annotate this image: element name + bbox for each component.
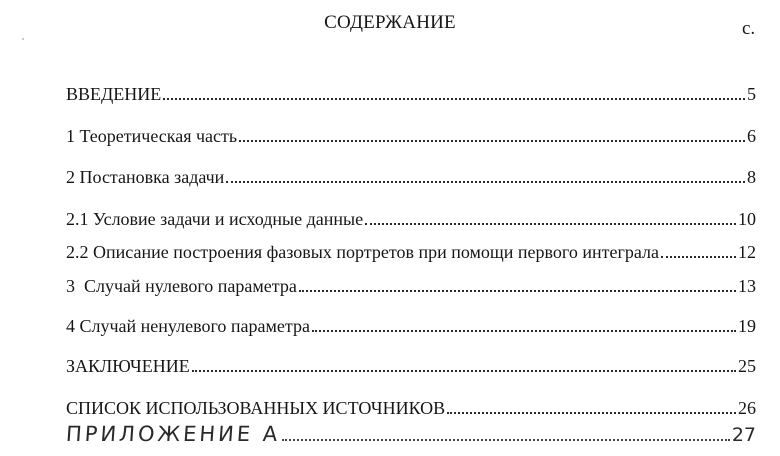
toc-entry-text: 4 Случай ненулевого параметра: [66, 316, 310, 336]
toc-leader-dots: [447, 411, 736, 414]
toc-leader-dots: [299, 289, 736, 292]
toc-entry-page: 10: [738, 209, 756, 229]
toc-entry-zero-parameter: [66, 276, 756, 297]
toc-entry-page: 6: [747, 126, 756, 146]
toc-leader-dots: [365, 222, 736, 225]
toc-entry-text: 3 Случай нулевого параметра: [66, 276, 297, 296]
toc-entry-problem-statement: [66, 167, 756, 188]
toc-entry-page: 5: [747, 84, 756, 104]
toc-entry-page: 26: [738, 398, 756, 418]
toc-entry-page: 25: [738, 356, 756, 376]
scan-speck: [22, 38, 24, 40]
toc-entry-conclusion: [66, 356, 756, 377]
page-column-label: с.: [742, 18, 756, 39]
toc-entry-page: 8: [747, 167, 756, 187]
toc-entry-theory: [66, 126, 756, 147]
toc-leader-dots: [282, 438, 730, 441]
toc-entry-text: СПИСОК ИСПОЛЬЗОВАННЫХ ИСТОЧНИКОВ: [66, 398, 446, 418]
toc-leader-dots: [226, 180, 745, 183]
toc-entry-conditions: [66, 209, 756, 230]
toc-entry-text: ВВЕДЕНИЕ: [66, 84, 162, 104]
toc-entry-text: 2 Постановка задачи: [66, 167, 225, 187]
toc-leader-dots: [192, 369, 736, 372]
toc-entry-text: 2.2 Описание построения фазовых портретов при помощи первого интеграла: [66, 242, 659, 262]
toc-entry-phase-portraits: [66, 242, 756, 263]
toc-entry-text: 1 Теоретическая часть: [66, 126, 238, 146]
toc-leader-dots: [661, 255, 736, 258]
toc-entry-text: ПРИЛОЖЕНИЕ А: [65, 422, 282, 446]
toc-entry-page: 19: [738, 316, 756, 336]
toc-entry-appendix-handwritten: [66, 422, 756, 447]
toc-entry-page: 12: [738, 242, 756, 262]
toc-entry-references: [66, 398, 756, 419]
page-title: СОДЕРЖАНИЕ: [324, 12, 456, 33]
toc-entry-nonzero-parameter: [66, 316, 756, 337]
toc-entry-page: 13: [738, 276, 756, 296]
toc-entry-text: ЗАКЛЮЧЕНИЕ: [66, 356, 190, 376]
toc-leader-dots: [312, 329, 736, 332]
toc-leader-dots: [239, 139, 745, 142]
toc-entry-text: 2.1 Условие задачи и исходные данные: [66, 209, 364, 229]
toc-entry-page: 27: [731, 424, 756, 446]
toc-leader-dots: [163, 97, 745, 100]
toc-entry-introduction: [66, 84, 756, 105]
